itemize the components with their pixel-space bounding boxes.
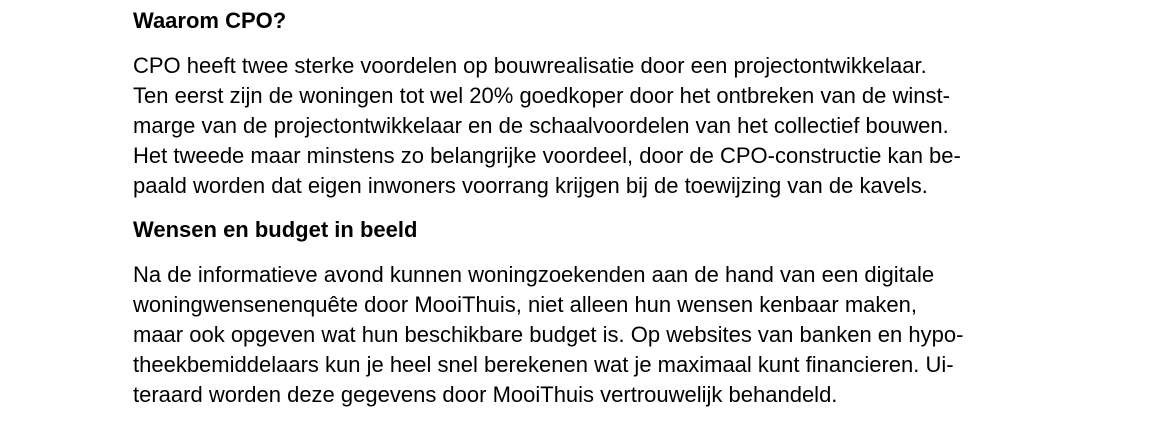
paragraph-line: Het tweede maar minstens zo belangrijke voordeel, door de CPO-constructie kan be- <box>133 143 961 168</box>
section-paragraph-waarom-cpo <box>133 51 1133 201</box>
section-heading-wensen-en-budget: Wensen en budget in beeld <box>133 217 418 242</box>
section-heading-waarom-cpo: Waarom CPO? <box>133 8 287 33</box>
paragraph-line: maar ook opgeven wat hun beschikbare budget is. Op websites van banken en hypo- <box>133 322 964 347</box>
paragraph-line: theekbemiddelaars kun je heel snel berekenen wat je maximaal kunt financieren. Ui- <box>133 352 954 377</box>
paragraph-line: woningwensenenquête door MooiThuis, niet alleen hun wensen kenbaar maken, <box>133 292 917 317</box>
document-body <box>133 0 1133 410</box>
paragraph-line: paald worden dat eigen inwoners voorrang krijgen bij de toewijzing van de kavels. <box>133 173 928 198</box>
paragraph-line: Ten eerst zijn de woningen tot wel 20% goedkoper door het ontbreken van de winst- <box>133 83 950 108</box>
section-paragraph-wensen-en-budget <box>133 260 1133 410</box>
paragraph-line: Na de informatieve avond kunnen woningzoekenden aan de hand van een digitale <box>133 262 935 287</box>
paragraph-line: teraard worden deze gegevens door MooiThuis vertrouwelijk behandeld. <box>133 382 838 407</box>
paragraph-line: CPO heeft twee sterke voordelen op bouwrealisatie door een projectontwikkelaar. <box>133 53 927 78</box>
paragraph-line: marge van de projectontwikkelaar en de schaalvoordelen van het collectief bouwen. <box>133 113 949 138</box>
